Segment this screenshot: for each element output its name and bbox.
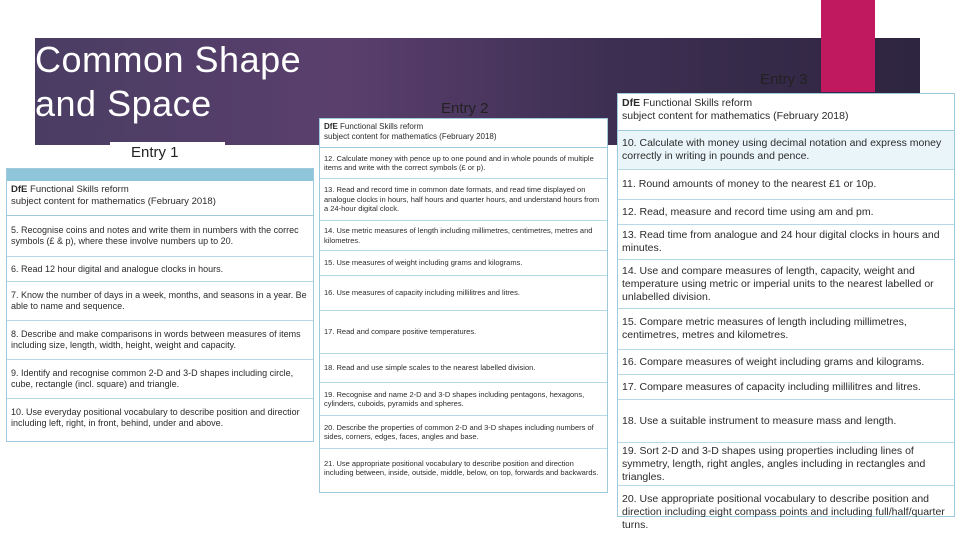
list-item	[7, 216, 313, 257]
entry-3-panel	[617, 93, 955, 531]
list-item	[618, 375, 954, 400]
banner-gap	[0, 38, 35, 145]
row-text: 20. Describe the properties of common 2-D and 3-D shapes including numbers of sides, corners, edges, faces, angles and base.	[324, 422, 594, 441]
list-item	[618, 400, 954, 443]
row-text: 18. Use a suitable instrument to measure mass and length.	[622, 414, 897, 427]
entry-3-label: Entry 3	[760, 71, 808, 88]
header-strong: DfE	[622, 97, 641, 109]
row-text: 15. Use measures of weight including grams and kilograms.	[324, 258, 523, 268]
row-text: 13. Read time from analogue and 24 hour digital clocks in hours and minutes.	[622, 229, 940, 254]
entry-2-panel	[319, 118, 608, 493]
accent-bar	[821, 0, 875, 92]
panel-header-bar	[7, 169, 313, 181]
row-text: 14. Use metric measures of length including millimetres, centimetres, metres and kilometres.	[324, 226, 593, 245]
title-line-2: and Space	[35, 83, 212, 124]
row-text: 19. Recognise and name 2-D and 3-D shapes including pentagons, hexagons, cylinders, cuboids, pyramids and spheres.	[324, 389, 585, 408]
row-text: 17. Compare measures of capacity including millilitres and litres.	[622, 380, 921, 393]
list-item	[618, 225, 954, 260]
entry-2-label: Entry 2	[441, 100, 489, 117]
list-item	[320, 416, 607, 449]
header-strong: DfE	[11, 184, 28, 195]
list-item	[618, 170, 954, 200]
list-item	[618, 309, 954, 350]
list-item	[320, 449, 607, 487]
list-item	[320, 221, 607, 251]
row-text: 12. Calculate money with pence up to one pound and in whole pounds of multiple items and write with the correct symbols (£ or p).	[324, 153, 594, 172]
entry-1-label: Entry 1	[131, 144, 179, 161]
row-text: 10. Calculate with money using decimal notation and express money correctly in writing in pounds and pence.	[622, 137, 942, 162]
title-line-1: Common Shape	[35, 39, 302, 80]
panel-header	[320, 119, 607, 148]
page-title	[35, 38, 301, 126]
row-text: 18. Read and use simple scales to the nearest labelled division.	[324, 363, 536, 373]
list-item	[320, 354, 607, 383]
row-text: 13. Read and record time in common date formats, and read time displayed on analogue clocks in hours, half hours and quarter hours, and understand hours from a 24-hour digital clock.	[324, 185, 600, 214]
list-item	[618, 486, 954, 538]
row-text: 6. Read 12 hour digital and analogue clocks in hours.	[11, 263, 224, 274]
row-text: 17. Read and compare positive temperatures.	[324, 327, 477, 337]
header-rest: Functional Skills reform	[640, 97, 753, 109]
list-item	[7, 399, 313, 437]
list-item	[320, 179, 607, 221]
row-text: 15. Compare metric measures of length including millimetres, centimetres, metres and kilometres.	[622, 316, 907, 341]
list-item	[320, 311, 607, 354]
list-item	[7, 360, 313, 399]
row-text: 20. Use appropriate positional vocabulary to describe position and direction including eight compass points and including full/half/quarter turns.	[622, 492, 945, 531]
header-line-2: subject content for mathematics (February 2018)	[11, 196, 216, 207]
row-text: 10. Use everyday positional vocabulary to describe position and directior including left, right, in front, behind, under and above.	[11, 407, 300, 428]
list-item	[7, 257, 313, 282]
header-rest: Functional Skills reform	[27, 184, 129, 195]
row-text: 16. Use measures of capacity including millilitres and litres.	[324, 288, 520, 298]
panel-header	[618, 94, 954, 131]
row-text: 8. Describe and make comparisons in words between measures of items including size, length, width, height, weight and capacity.	[11, 329, 301, 350]
list-item	[320, 276, 607, 311]
list-item	[320, 251, 607, 276]
row-text: 7. Know the number of days in a week, months, and seasons in a year. Be able to name and sequence.	[11, 290, 307, 311]
row-text: 14. Use and compare measures of length, capacity, weight and temperature using metric or imperial units to the nearest labelled or unlabelled division.	[622, 264, 934, 303]
header-rest: Functional Skills reform	[337, 122, 424, 131]
list-item	[7, 282, 313, 321]
header-strong: DfE	[324, 122, 338, 131]
row-text: 11. Round amounts of money to the nearest £1 or 10p.	[622, 178, 877, 190]
row-text: 19. Sort 2-D and 3-D shapes using properties including lines of symmetry, length, right angles, angles including in rectangles and triangles.	[622, 444, 926, 483]
header-line-2: subject content for mathematics (February 2018)	[622, 110, 849, 122]
panel-header	[7, 181, 313, 216]
list-item	[618, 350, 954, 375]
list-item	[618, 443, 954, 486]
list-item	[618, 131, 954, 170]
list-item	[320, 383, 607, 416]
list-item	[320, 148, 607, 179]
row-text: 9. Identify and recognise common 2-D and 3-D shapes including circle, cube, rectangle (incl. square) and triangle.	[11, 368, 294, 389]
header-line-2: subject content for mathematics (February 2018)	[324, 132, 497, 141]
list-item	[618, 260, 954, 309]
list-item	[7, 321, 313, 360]
row-text: 12. Read, measure and record time using am and pm.	[622, 205, 874, 218]
row-text: 21. Use appropriate positional vocabulary to describe position and direction including between, inside, outside, middle, below, on top, forwards and backwards.	[324, 458, 599, 477]
entry-1-panel	[6, 168, 314, 442]
list-item	[618, 200, 954, 225]
row-text: 5. Recognise coins and notes and write them in numbers with the correc symbols (£ & p), where these involve numbers up to 20.	[11, 225, 299, 246]
row-text: 16. Compare measures of weight including grams and kilograms.	[622, 355, 925, 368]
